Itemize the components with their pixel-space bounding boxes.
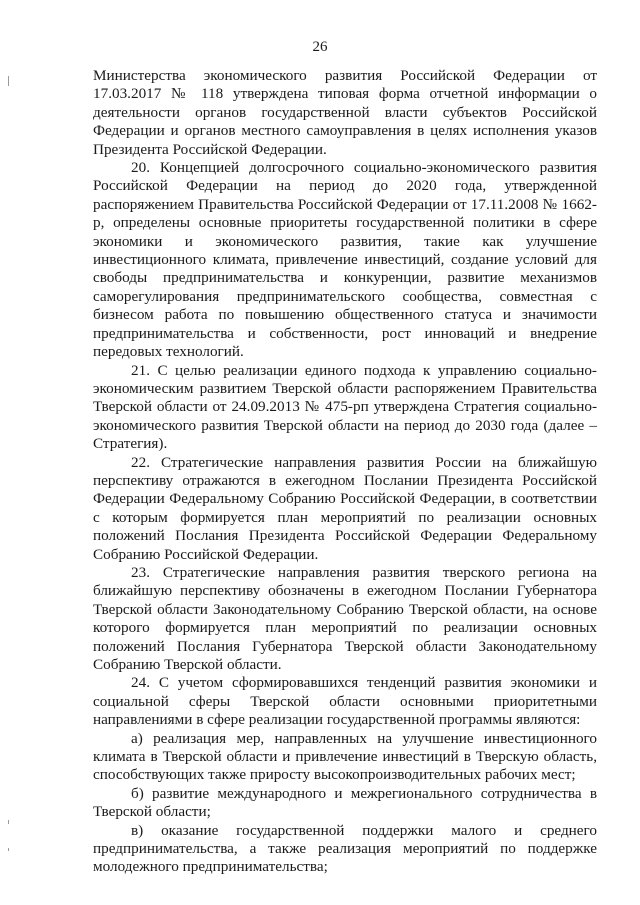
list-item-b: б) развитие международного и межрегионального сотрудничества в Тверской области;	[93, 784, 597, 821]
paragraph-23: 23. Стратегические направления развития тверского региона на ближайшую перспективу обозначены в ежегодном Послании Губернатора Тверской области Законодательному Собранию Тверской области, на основе которого формируется план мероприятий по реализации основных положений Послания Губернатора Тверской области Законодательному Собранию Тверской области.	[93, 563, 597, 673]
paragraph-20: 20. Концепцией долгосрочного социально-экономического развития Российской Федерации на период до 2020 года, утвержденной распоряжением Правительства Российской Федерации от 17.11.2008 № 1662-р, определены основные приоритеты государственной политики в сфере экономики и экономического развития, такие как улучшение инвестиционного климата, привлечение инвестиций, создание условий для свободы предпринимательства и конкуренции, развитие механизмов саморегулирования предпринимательского сообщества, совместная с бизнесом работа по повышению общественного статуса и значимости предпринимательства и собственности, рост инноваций и внедрение передовых технологий.	[93, 159, 597, 361]
paragraph-21: 21. С целью реализации единого подхода к управлению социально-экономическим развитием Тверской области распоряжением Правительства Тверской области от 24.09.2013 № 475-рп утверждена Стратегия социально-экономического развития Тверской области на период до 2030 года (далее – Стратегия).	[93, 361, 597, 453]
margin-mark	[8, 848, 9, 851]
list-item-a: а) реализация мер, направленных на улучшение инвестиционного климата в Тверской области и привлечение инвестиций в Тверскую область, способствующих также приросту высокопроизводительных рабочих мест;	[93, 729, 597, 784]
paragraph-22: 22. Стратегические направления развития России на ближайшую перспективу отражаются в ежегодном Послании Президента Российской Федерации Федеральному Собранию Российской Федерации, в соответствии с которым формируется план мероприятий по реализации основных положений Послания Президента Российской Федерации Федеральному Собранию Российской Федерации.	[93, 453, 597, 563]
margin-mark	[8, 820, 9, 824]
paragraph-continuation: Министерства экономического развития Российской Федерации от 17.03.2017 № 118 утверждена типовая форма отчетной информации о деятельности органов государственной власти субъектов Российской Федерации и органов местного самоуправления в целях исполнения указов Президента Российской Федерации.	[93, 67, 597, 158]
document-body	[93, 67, 597, 877]
margin-mark	[8, 76, 9, 86]
paragraph-24: 24. С учетом сформировавшихся тенденций развития экономики и социальной сферы Тверской области основными приоритетными направлениями в сфере реализации государственной программы являются:	[93, 674, 597, 729]
page-number: 26	[312, 39, 328, 55]
list-item-c: в) оказание государственной поддержки малого и среднего предпринимательства, а также реализация мероприятий по поддержке молодежного предпринимательства;	[93, 821, 597, 876]
